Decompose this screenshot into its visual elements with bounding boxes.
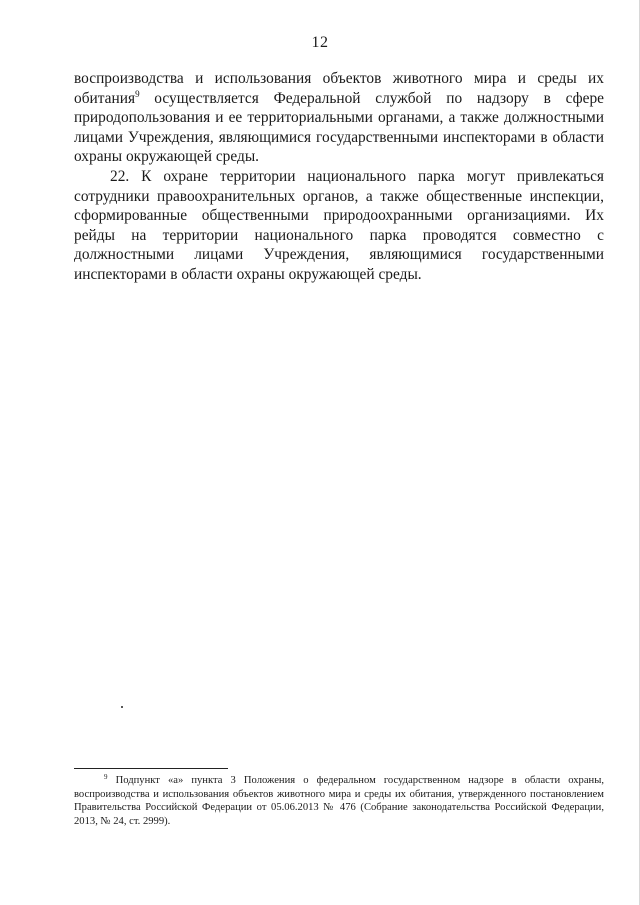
paragraph-22: 22. К охране территории национального парка могут привлекаться сотрудники правоохранительных органов, а также общественные инспекции, сформированные общественными природоохранными организациями. Их рейды на территории национального парка проводятся совместно с должностными лицами Учреждения, являющимися государственными инспекторами в области охраны окружающей среды. [74,167,604,283]
continuation-text-start: воспроизводства и использования объектов животного мира и среды их обитания [74,70,604,107]
footnote-reference: 9 [135,88,140,99]
footnote-mark: 9 [104,773,108,781]
continuation-text-end: осуществляется Федеральной службой по надзору в сфере природопользования и ее территориальными органами, а также должностными лицами Учреждения, являющимися государственными инспекторами в области охраны окружающей среды. [74,89,604,166]
main-text [74,69,604,285]
footnote-text: Подпункт «а» пункта 3 Положения о федеральном государственном надзоре в области охраны, воспроизводства и использования объектов животного мира и среды их обитания, утвержденного постановлением Правительства Российской Федерации от 05.06.2013 № 476 (Собрание законодательства Российской Федерации, 2013, № 24, ст. 2999). [74,775,604,827]
scan-speck [121,706,123,708]
footnote-section [74,774,604,828]
continuation-paragraph [74,69,604,167]
footnote-9 [74,774,604,828]
page-number: 12 [311,34,329,51]
footnote-separator [74,768,228,769]
